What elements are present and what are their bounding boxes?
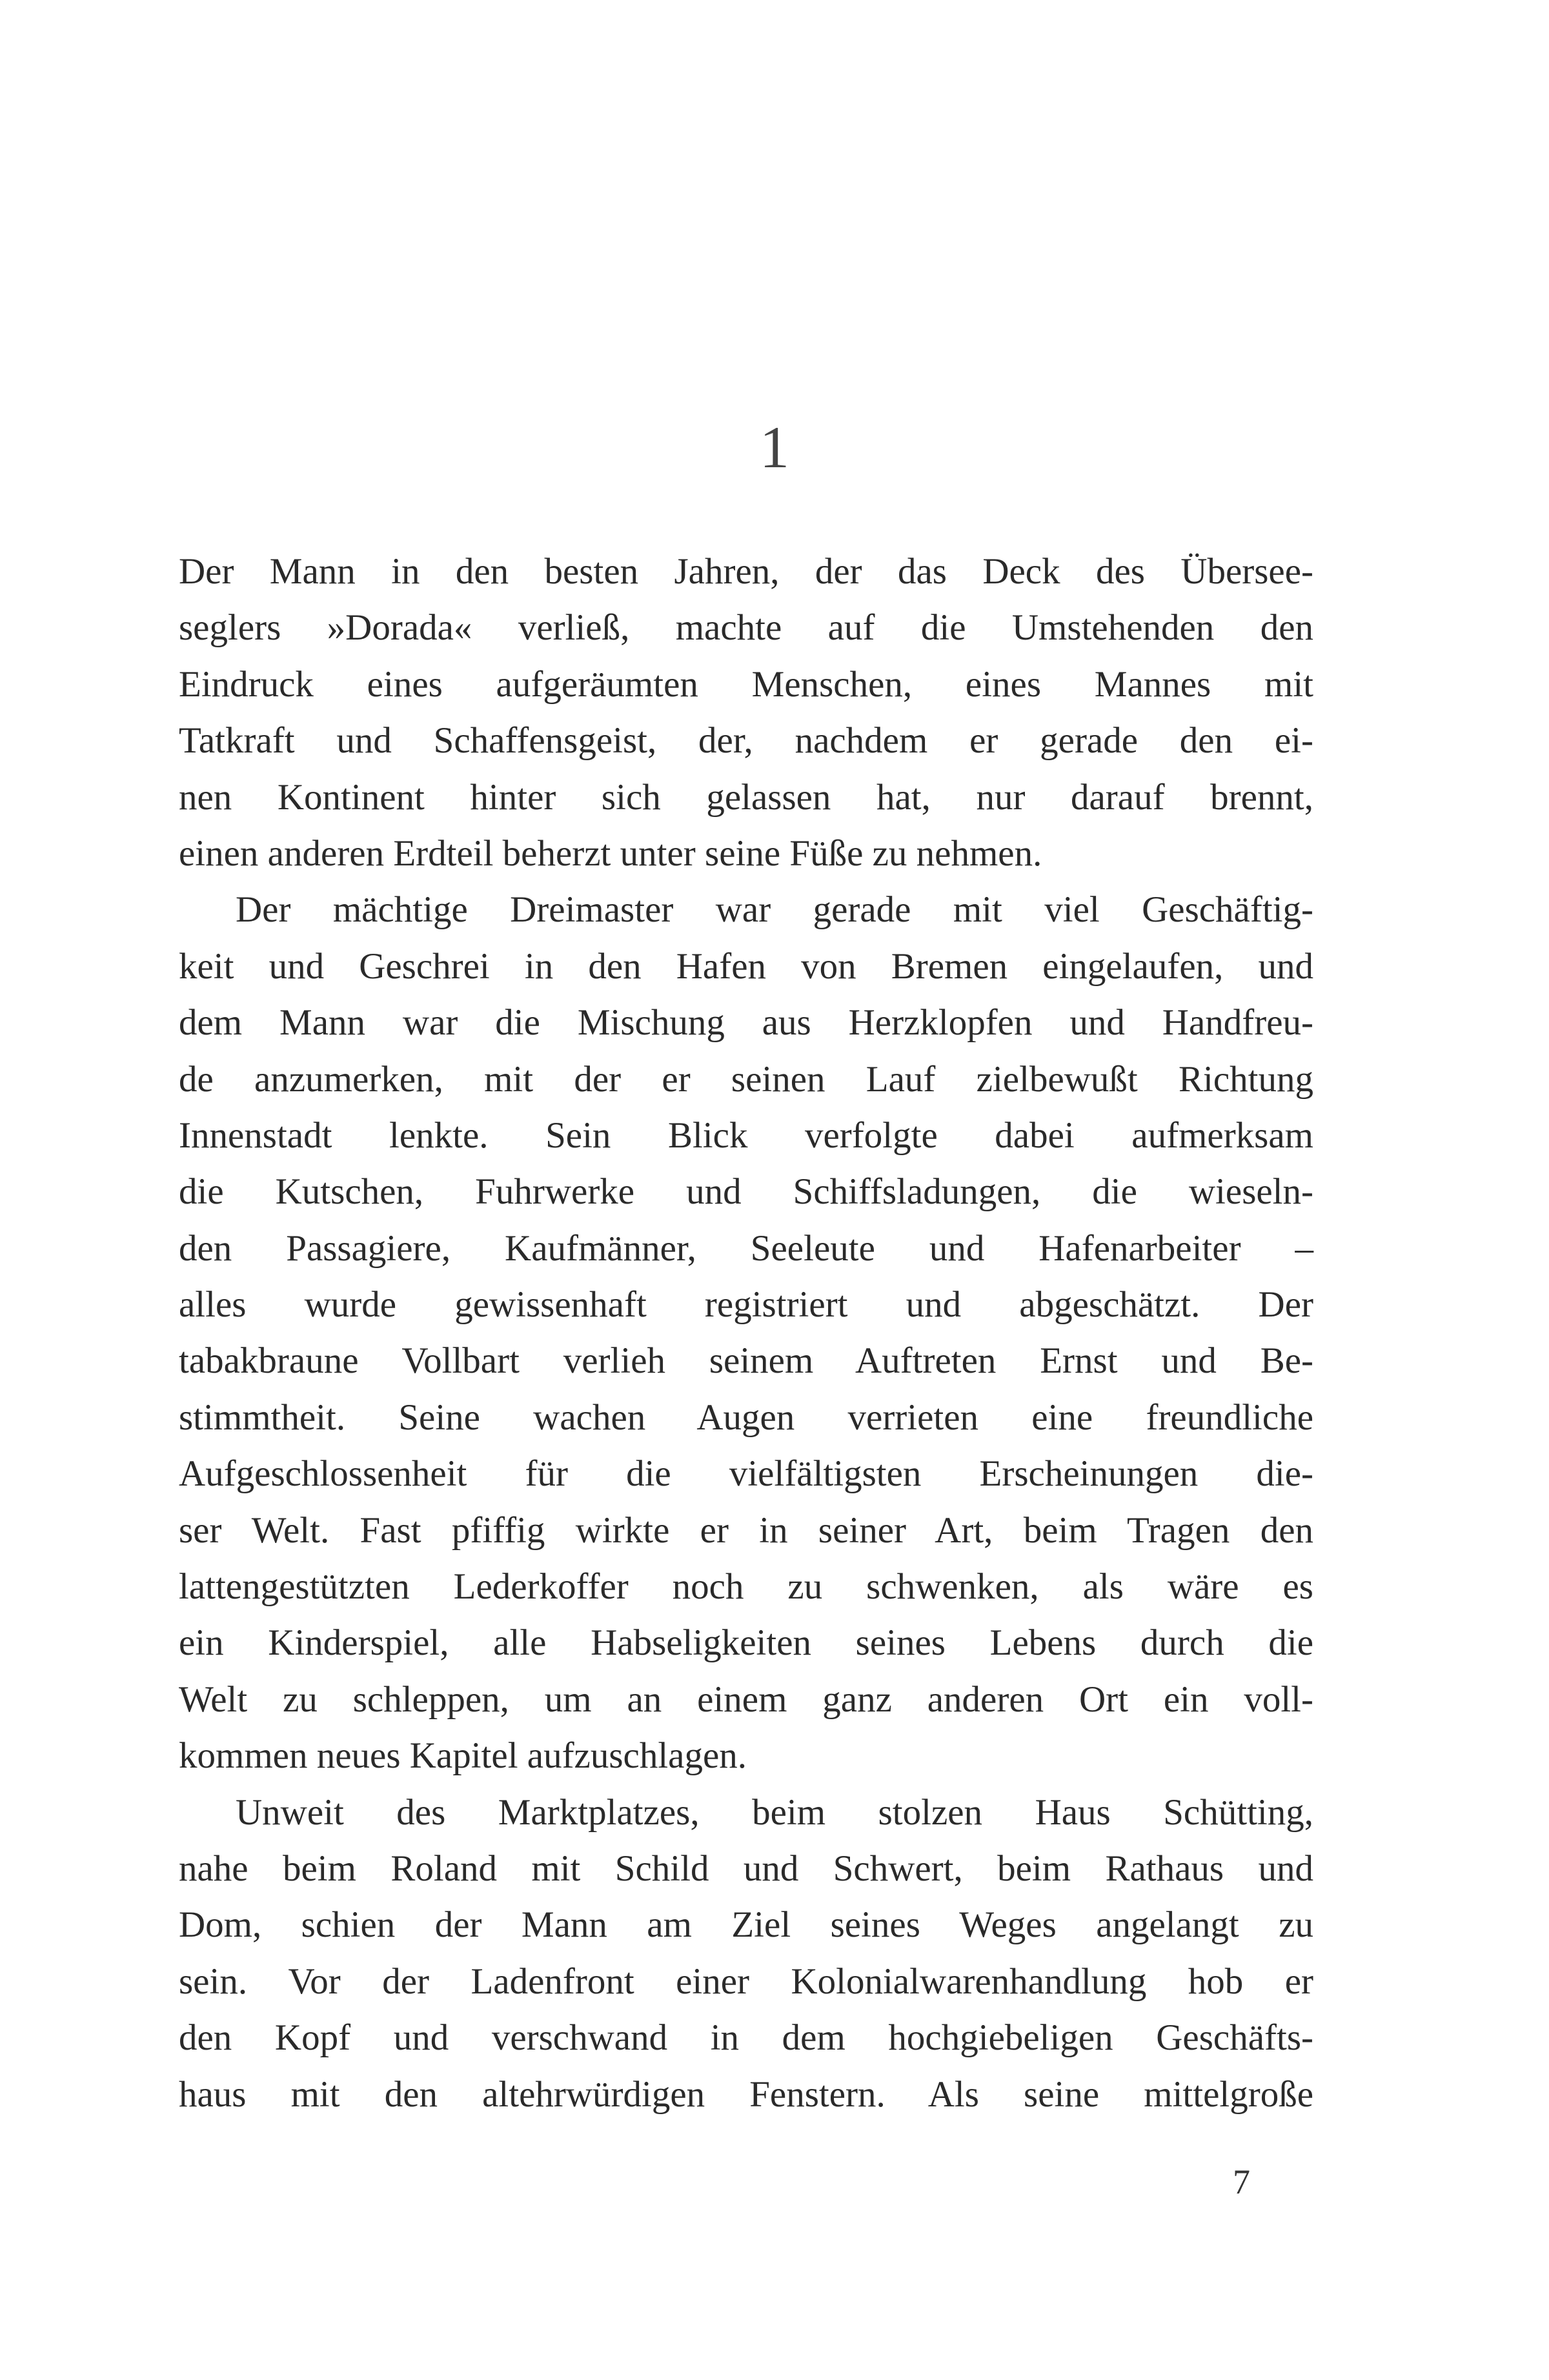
- text-line: Innenstadt lenkte. Sein Blick verfolgte dabei aufmerksam: [179, 1114, 1313, 1156]
- text-line: den Kopf und verschwand in dem hochgiebeligen Geschäfts-: [179, 2017, 1313, 2059]
- text-line: nen Kontinent hinter sich gelassen hat, nur darauf brennt,: [179, 776, 1313, 818]
- text-line: sein. Vor der Ladenfront einer Kolonialwarenhandlung hob er: [179, 1961, 1313, 2002]
- text-line: tabakbraune Vollbart verlieh seinem Auftreten Ernst und Be-: [179, 1340, 1313, 1382]
- text-line: dem Mann war die Mischung aus Herzklopfen und Handfreu-: [179, 1002, 1313, 1044]
- text-line: seglers »Dorada« verließ, machte auf die Umstehenden den: [179, 607, 1313, 649]
- text-line: keit und Geschrei in den Hafen von Bremen eingelaufen, und: [179, 945, 1313, 987]
- page-number: 7: [1233, 2163, 1250, 2201]
- text-line: die Kutschen, Fuhrwerke und Schiffsladungen, die wieseln-: [179, 1171, 1313, 1213]
- text-line: Aufgeschlossenheit für die vielfältigsten Erscheinungen die-: [179, 1453, 1313, 1495]
- text-line: Der mächtige Dreimaster war gerade mit viel Geschäftig-: [236, 889, 1313, 931]
- text-line: Unweit des Marktplatzes, beim stolzen Haus Schütting,: [236, 1791, 1313, 1833]
- text-line: Dom, schien der Mann am Ziel seines Weges angelangt zu: [179, 1904, 1313, 1946]
- text-line: den Passagiere, Kaufmänner, Seeleute und Hafenarbeiter –: [179, 1227, 1313, 1269]
- chapter-number: 1: [760, 414, 789, 480]
- text-line: ein Kinderspiel, alle Habseligkeiten seines Lebens durch die: [179, 1622, 1313, 1664]
- text-line: haus mit den altehrwürdigen Fenstern. Als seine mittelgroße: [179, 2073, 1313, 2115]
- text-line: ser Welt. Fast pfiffig wirkte er in seiner Art, beim Tragen den: [179, 1509, 1313, 1551]
- text-line: Tatkraft und Schaffensgeist, der, nachdem er gerade den ei-: [179, 720, 1313, 761]
- text-line: kommen neues Kapitel aufzuschlagen.: [179, 1735, 747, 1777]
- text-line: stimmtheit. Seine wachen Augen verrieten eine freundliche: [179, 1397, 1313, 1438]
- text-line: nahe beim Roland mit Schild und Schwert, beim Rathaus und: [179, 1848, 1313, 1889]
- text-line: alles wurde gewissenhaft registriert und abgeschätzt. Der: [179, 1284, 1313, 1326]
- text-line: Welt zu schleppen, um an einem ganz anderen Ort ein voll-: [179, 1679, 1313, 1720]
- text-line: Eindruck eines aufgeräumten Menschen, eines Mannes mit: [179, 663, 1313, 705]
- text-line: de anzumerken, mit der er seinen Lauf zielbewußt Richtung: [179, 1058, 1313, 1100]
- text-line: lattengestützten Lederkoffer noch zu schwenken, als wäre es: [179, 1566, 1313, 1608]
- body-text: [179, 543, 1313, 2123]
- text-line: Der Mann in den besten Jahren, der das Deck des Übersee-: [179, 551, 1313, 592]
- text-line: einen anderen Erdteil beherzt unter seine Füße zu nehmen.: [179, 832, 1042, 874]
